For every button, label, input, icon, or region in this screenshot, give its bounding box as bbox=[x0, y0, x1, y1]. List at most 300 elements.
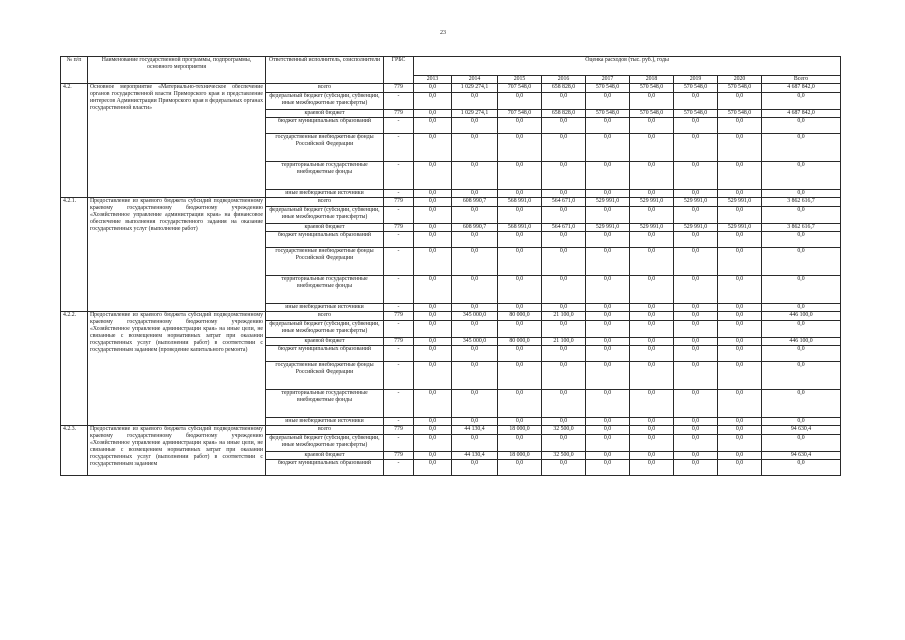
value-year: 0,0 bbox=[414, 304, 452, 312]
value-year: 0,0 bbox=[452, 134, 498, 162]
value-year: 0,0 bbox=[414, 190, 452, 198]
value-year: 0,0 bbox=[674, 435, 718, 452]
value-year: 568 991,0 bbox=[498, 198, 542, 207]
table-row bbox=[61, 198, 841, 207]
value-year: 0,0 bbox=[498, 435, 542, 452]
value-year: 0,0 bbox=[630, 304, 674, 312]
value-year: 0,0 bbox=[674, 248, 718, 276]
funding-source: всего bbox=[266, 426, 384, 435]
value-year: 0,0 bbox=[718, 232, 762, 248]
value-year: 0,0 bbox=[542, 190, 586, 198]
value-year: 0,0 bbox=[674, 338, 718, 346]
value-year: 0,0 bbox=[718, 207, 762, 224]
value-year: 0,0 bbox=[498, 93, 542, 110]
header-estimate: Оценка расходов (тыс. руб.), годы bbox=[414, 57, 841, 76]
value-year: 0,0 bbox=[586, 207, 630, 224]
grbs-code: - bbox=[384, 118, 414, 134]
value-total: 0,0 bbox=[762, 435, 841, 452]
value-year: 0,0 bbox=[718, 162, 762, 190]
value-year: 0,0 bbox=[414, 362, 452, 390]
value-year: 0,0 bbox=[414, 390, 452, 418]
value-year: 529 991,0 bbox=[630, 224, 674, 232]
header-num: № п/п bbox=[61, 57, 88, 84]
value-year: 21 100,0 bbox=[542, 312, 586, 321]
value-year: 707 548,0 bbox=[498, 110, 542, 118]
value-year: 0,0 bbox=[718, 418, 762, 426]
value-year: 658 828,0 bbox=[542, 84, 586, 93]
header-year: 2014 bbox=[452, 76, 498, 84]
value-year: 0,0 bbox=[630, 276, 674, 304]
value-total: 0,0 bbox=[762, 162, 841, 190]
value-year: 0,0 bbox=[586, 321, 630, 338]
value-year: 570 548,0 bbox=[630, 110, 674, 118]
value-year: 529 991,0 bbox=[586, 198, 630, 207]
value-year: 0,0 bbox=[674, 118, 718, 134]
value-year: 0,0 bbox=[542, 418, 586, 426]
value-year: 570 548,0 bbox=[674, 110, 718, 118]
value-total: 94 630,4 bbox=[762, 452, 841, 460]
value-year: 0,0 bbox=[498, 321, 542, 338]
value-year: 0,0 bbox=[542, 162, 586, 190]
item-number: 4.2.2. bbox=[61, 312, 88, 426]
value-year: 0,0 bbox=[674, 346, 718, 362]
value-year: 0,0 bbox=[414, 84, 452, 93]
value-year: 32 500,0 bbox=[542, 426, 586, 435]
value-year: 0,0 bbox=[586, 338, 630, 346]
value-year: 0,0 bbox=[674, 362, 718, 390]
grbs-code: 779 bbox=[384, 312, 414, 321]
value-year: 0,0 bbox=[414, 346, 452, 362]
value-year: 529 991,0 bbox=[674, 198, 718, 207]
grbs-code: 779 bbox=[384, 338, 414, 346]
value-year: 608 990,7 bbox=[452, 224, 498, 232]
value-year: 0,0 bbox=[718, 304, 762, 312]
value-year: 608 990,7 bbox=[452, 198, 498, 207]
value-total: 446 100,0 bbox=[762, 338, 841, 346]
funding-source: федеральный бюджет (субсидии, субвенции, иные межбюджетные трансферты) bbox=[266, 93, 384, 110]
value-total: 0,0 bbox=[762, 134, 841, 162]
value-year: 0,0 bbox=[586, 346, 630, 362]
item-number: 4.2.1. bbox=[61, 198, 88, 312]
grbs-code: - bbox=[384, 460, 414, 476]
table-row bbox=[61, 426, 841, 435]
value-year: 0,0 bbox=[414, 198, 452, 207]
funding-source: бюджет муниципальных образований bbox=[266, 460, 384, 476]
header-year: 2016 bbox=[542, 76, 586, 84]
header-year: 2018 bbox=[630, 76, 674, 84]
grbs-code: 779 bbox=[384, 452, 414, 460]
value-year: 529 991,0 bbox=[718, 224, 762, 232]
value-year: 529 991,0 bbox=[630, 198, 674, 207]
value-year: 0,0 bbox=[498, 390, 542, 418]
value-year: 0,0 bbox=[586, 304, 630, 312]
value-year: 529 991,0 bbox=[586, 224, 630, 232]
header-grbs: ГРБС bbox=[384, 57, 414, 84]
item-name: Основное мероприятие «Материально-техническое обеспечение органов государственной власти Приморского края и представление интересов Администрации Приморского края в федеральных органах государственной власти» bbox=[88, 84, 266, 198]
value-year: 0,0 bbox=[498, 207, 542, 224]
value-year: 0,0 bbox=[452, 118, 498, 134]
value-total: 4 687 842,0 bbox=[762, 110, 841, 118]
value-year: 0,0 bbox=[498, 118, 542, 134]
value-year: 0,0 bbox=[542, 118, 586, 134]
value-year: 345 000,0 bbox=[452, 312, 498, 321]
header-row bbox=[61, 57, 841, 76]
value-year: 0,0 bbox=[414, 207, 452, 224]
value-year: 564 671,0 bbox=[542, 198, 586, 207]
value-year: 0,0 bbox=[542, 232, 586, 248]
funding-source: всего bbox=[266, 312, 384, 321]
funding-source: краевой бюджет bbox=[266, 224, 384, 232]
value-year: 0,0 bbox=[452, 418, 498, 426]
value-year: 0,0 bbox=[630, 118, 674, 134]
value-year: 0,0 bbox=[498, 190, 542, 198]
value-year: 0,0 bbox=[630, 435, 674, 452]
value-year: 0,0 bbox=[542, 134, 586, 162]
table-row bbox=[61, 312, 841, 321]
value-year: 0,0 bbox=[674, 207, 718, 224]
value-total: 0,0 bbox=[762, 248, 841, 276]
value-year: 0,0 bbox=[586, 118, 630, 134]
value-year: 570 548,0 bbox=[586, 84, 630, 93]
value-year: 0,0 bbox=[630, 93, 674, 110]
value-year: 0,0 bbox=[718, 93, 762, 110]
value-year: 0,0 bbox=[452, 93, 498, 110]
funding-source: краевой бюджет bbox=[266, 452, 384, 460]
funding-source: краевой бюджет bbox=[266, 338, 384, 346]
value-year: 0,0 bbox=[674, 390, 718, 418]
grbs-code: - bbox=[384, 390, 414, 418]
value-year: 0,0 bbox=[630, 346, 674, 362]
value-year: 0,0 bbox=[586, 248, 630, 276]
value-year: 0,0 bbox=[498, 248, 542, 276]
value-year: 0,0 bbox=[674, 190, 718, 198]
header-year: 2020 bbox=[718, 76, 762, 84]
value-year: 0,0 bbox=[674, 134, 718, 162]
grbs-code: - bbox=[384, 134, 414, 162]
value-year: 0,0 bbox=[630, 362, 674, 390]
funding-source: иные внебюджетные источники bbox=[266, 304, 384, 312]
value-year: 0,0 bbox=[542, 460, 586, 476]
grbs-code: - bbox=[384, 276, 414, 304]
value-year: 0,0 bbox=[498, 232, 542, 248]
value-year: 570 548,0 bbox=[586, 110, 630, 118]
grbs-code: 779 bbox=[384, 224, 414, 232]
value-year: 0,0 bbox=[414, 435, 452, 452]
table-row bbox=[61, 84, 841, 93]
value-year: 0,0 bbox=[414, 312, 452, 321]
value-year: 1 029 274,1 bbox=[452, 84, 498, 93]
value-year: 0,0 bbox=[414, 110, 452, 118]
item-name: Предоставление из краевого бюджета субсидий подведомственному краевому государственному бюджетному учреждению «Хозяйственное управление администрации края» на иные цели, не связанные с возмещением нормативных затрат при оказании государственных услуг (выполнении работ) в соответствии с государственным заданием bbox=[88, 426, 266, 476]
value-year: 0,0 bbox=[542, 93, 586, 110]
grbs-code: - bbox=[384, 190, 414, 198]
value-year: 0,0 bbox=[414, 232, 452, 248]
value-total: 0,0 bbox=[762, 321, 841, 338]
page-number: 23 bbox=[440, 30, 446, 36]
value-year: 0,0 bbox=[498, 134, 542, 162]
funding-source: территориальные государственные внебюджетные фонды bbox=[266, 162, 384, 190]
funding-source: федеральный бюджет (субсидии, субвенции, иные межбюджетные трансферты) bbox=[266, 207, 384, 224]
value-year: 0,0 bbox=[414, 338, 452, 346]
value-year: 0,0 bbox=[452, 232, 498, 248]
header-executor: Ответственный исполнитель, соисполнители bbox=[266, 57, 384, 84]
value-year: 21 100,0 bbox=[542, 338, 586, 346]
value-year: 0,0 bbox=[718, 452, 762, 460]
table-body bbox=[61, 84, 841, 476]
value-year: 0,0 bbox=[452, 460, 498, 476]
value-year: 0,0 bbox=[452, 162, 498, 190]
value-year: 658 828,0 bbox=[542, 110, 586, 118]
value-year: 0,0 bbox=[586, 134, 630, 162]
value-year: 0,0 bbox=[630, 460, 674, 476]
value-year: 0,0 bbox=[718, 435, 762, 452]
value-year: 0,0 bbox=[718, 276, 762, 304]
value-year: 32 500,0 bbox=[542, 452, 586, 460]
value-year: 0,0 bbox=[498, 362, 542, 390]
value-year: 0,0 bbox=[674, 304, 718, 312]
funding-source: территориальные государственные внебюджетные фонды bbox=[266, 276, 384, 304]
value-year: 570 548,0 bbox=[674, 84, 718, 93]
grbs-code: - bbox=[384, 207, 414, 224]
item-name: Предоставление из краевого бюджета субсидий подведомственному краевому государственному бюджетному учреждению «Хозяйственное управление администрации края» на финансовое обеспечение выполнения государственного задания на оказание государственных услуг (выполнение работ) bbox=[88, 198, 266, 312]
value-total: 0,0 bbox=[762, 276, 841, 304]
grbs-code: - bbox=[384, 346, 414, 362]
value-year: 0,0 bbox=[586, 162, 630, 190]
value-year: 0,0 bbox=[586, 190, 630, 198]
grbs-code: 779 bbox=[384, 84, 414, 93]
value-year: 529 991,0 bbox=[718, 198, 762, 207]
funding-source: бюджет муниципальных образований bbox=[266, 118, 384, 134]
grbs-code: - bbox=[384, 435, 414, 452]
value-year: 0,0 bbox=[542, 207, 586, 224]
value-total: 0,0 bbox=[762, 190, 841, 198]
value-year: 0,0 bbox=[630, 232, 674, 248]
value-year: 0,0 bbox=[414, 93, 452, 110]
value-year: 0,0 bbox=[674, 418, 718, 426]
grbs-code: - bbox=[384, 418, 414, 426]
grbs-code: - bbox=[384, 321, 414, 338]
value-year: 0,0 bbox=[586, 390, 630, 418]
value-year: 0,0 bbox=[630, 390, 674, 418]
value-year: 0,0 bbox=[414, 248, 452, 276]
value-year: 0,0 bbox=[674, 321, 718, 338]
value-year: 0,0 bbox=[542, 362, 586, 390]
value-year: 0,0 bbox=[498, 346, 542, 362]
value-year: 0,0 bbox=[542, 304, 586, 312]
header-year: 2013 bbox=[414, 76, 452, 84]
value-year: 0,0 bbox=[452, 321, 498, 338]
value-year: 0,0 bbox=[718, 346, 762, 362]
header-year: 2015 bbox=[498, 76, 542, 84]
value-year: 0,0 bbox=[718, 134, 762, 162]
value-year: 0,0 bbox=[542, 248, 586, 276]
header-year: 2017 bbox=[586, 76, 630, 84]
value-year: 0,0 bbox=[542, 346, 586, 362]
value-total: 0,0 bbox=[762, 390, 841, 418]
value-year: 0,0 bbox=[718, 118, 762, 134]
grbs-code: - bbox=[384, 248, 414, 276]
value-year: 0,0 bbox=[630, 418, 674, 426]
value-year: 0,0 bbox=[674, 312, 718, 321]
grbs-code: - bbox=[384, 162, 414, 190]
value-year: 0,0 bbox=[498, 418, 542, 426]
value-year: 0,0 bbox=[630, 190, 674, 198]
funding-source: краевой бюджет bbox=[266, 110, 384, 118]
grbs-code: 779 bbox=[384, 426, 414, 435]
value-year: 0,0 bbox=[718, 190, 762, 198]
grbs-code: - bbox=[384, 362, 414, 390]
value-total: 0,0 bbox=[762, 362, 841, 390]
header-year: 2019 bbox=[674, 76, 718, 84]
value-year: 570 548,0 bbox=[718, 84, 762, 93]
funding-source: бюджет муниципальных образований bbox=[266, 232, 384, 248]
value-year: 0,0 bbox=[414, 162, 452, 190]
value-year: 0,0 bbox=[674, 162, 718, 190]
value-total: 0,0 bbox=[762, 232, 841, 248]
value-year: 0,0 bbox=[630, 248, 674, 276]
value-year: 0,0 bbox=[414, 426, 452, 435]
value-year: 0,0 bbox=[498, 162, 542, 190]
value-year: 0,0 bbox=[452, 390, 498, 418]
value-year: 0,0 bbox=[586, 418, 630, 426]
value-year: 0,0 bbox=[630, 312, 674, 321]
value-year: 0,0 bbox=[498, 276, 542, 304]
value-year: 707 548,0 bbox=[498, 84, 542, 93]
value-year: 0,0 bbox=[586, 435, 630, 452]
value-year: 0,0 bbox=[414, 134, 452, 162]
value-year: 0,0 bbox=[630, 338, 674, 346]
item-name: Предоставление из краевого бюджета субсидий подведомственному краевому государственному бюджетному учреждению «Хозяйственное управление администрации края» на иные цели, не связанные с возмещением нормативных затрат при оказании государственных услуг (выполнении работ) в соответствии с государственным заданием (проведение капитального ремонта) bbox=[88, 312, 266, 426]
value-year: 0,0 bbox=[674, 232, 718, 248]
funding-source: территориальные государственные внебюджетные фонды bbox=[266, 390, 384, 418]
funding-source: федеральный бюджет (субсидии, субвенции, иные межбюджетные трансферты) bbox=[266, 321, 384, 338]
value-year: 0,0 bbox=[674, 93, 718, 110]
item-number: 4.2. bbox=[61, 84, 88, 198]
value-year: 0,0 bbox=[586, 452, 630, 460]
value-year: 345 000,0 bbox=[452, 338, 498, 346]
value-year: 0,0 bbox=[718, 426, 762, 435]
value-year: 0,0 bbox=[586, 460, 630, 476]
value-year: 0,0 bbox=[674, 426, 718, 435]
value-year: 0,0 bbox=[452, 435, 498, 452]
value-year: 80 000,0 bbox=[498, 338, 542, 346]
value-year: 0,0 bbox=[414, 276, 452, 304]
funding-source: государственные внебюджетные фонды Российской Федерации bbox=[266, 134, 384, 162]
value-year: 0,0 bbox=[718, 248, 762, 276]
value-total: 446 100,0 bbox=[762, 312, 841, 321]
grbs-code: - bbox=[384, 232, 414, 248]
value-year: 0,0 bbox=[452, 362, 498, 390]
value-total: 0,0 bbox=[762, 418, 841, 426]
value-year: 0,0 bbox=[414, 418, 452, 426]
value-year: 0,0 bbox=[414, 452, 452, 460]
value-year: 0,0 bbox=[630, 207, 674, 224]
value-total: 0,0 bbox=[762, 304, 841, 312]
value-year: 0,0 bbox=[452, 276, 498, 304]
value-year: 0,0 bbox=[586, 312, 630, 321]
value-year: 0,0 bbox=[414, 321, 452, 338]
value-year: 0,0 bbox=[674, 276, 718, 304]
value-year: 0,0 bbox=[414, 118, 452, 134]
value-year: 0,0 bbox=[452, 304, 498, 312]
value-total: 4 687 842,0 bbox=[762, 84, 841, 93]
value-total: 3 862 616,7 bbox=[762, 198, 841, 207]
value-total: 0,0 bbox=[762, 346, 841, 362]
value-year: 0,0 bbox=[718, 390, 762, 418]
value-year: 18 000,0 bbox=[498, 452, 542, 460]
funding-source: федеральный бюджет (субсидии, субвенции, иные межбюджетные трансферты) bbox=[266, 435, 384, 452]
expenditure-table bbox=[60, 56, 841, 476]
value-year: 0,0 bbox=[586, 276, 630, 304]
grbs-code: 779 bbox=[384, 110, 414, 118]
grbs-code: 779 bbox=[384, 198, 414, 207]
funding-source: иные внебюджетные источники bbox=[266, 190, 384, 198]
value-total: 0,0 bbox=[762, 118, 841, 134]
value-year: 0,0 bbox=[586, 93, 630, 110]
value-year: 0,0 bbox=[586, 362, 630, 390]
funding-source: иные внебюджетные источники bbox=[266, 418, 384, 426]
value-year: 0,0 bbox=[542, 321, 586, 338]
value-year: 529 991,0 bbox=[674, 224, 718, 232]
value-year: 0,0 bbox=[718, 312, 762, 321]
item-number: 4.2.3. bbox=[61, 426, 88, 476]
funding-source: всего bbox=[266, 198, 384, 207]
value-year: 0,0 bbox=[498, 304, 542, 312]
value-total: 0,0 bbox=[762, 207, 841, 224]
value-year: 0,0 bbox=[414, 224, 452, 232]
value-year: 0,0 bbox=[718, 460, 762, 476]
value-year: 0,0 bbox=[674, 452, 718, 460]
value-year: 1 029 274,1 bbox=[452, 110, 498, 118]
grbs-code: - bbox=[384, 304, 414, 312]
value-year: 0,0 bbox=[586, 426, 630, 435]
value-year: 0,0 bbox=[452, 207, 498, 224]
value-year: 0,0 bbox=[498, 460, 542, 476]
value-total: 0,0 bbox=[762, 460, 841, 476]
value-year: 0,0 bbox=[630, 162, 674, 190]
value-year: 0,0 bbox=[674, 460, 718, 476]
value-year: 570 548,0 bbox=[630, 84, 674, 93]
value-year: 0,0 bbox=[630, 134, 674, 162]
header-name: Наименование государственной программы, подпрограммы, основного мероприятия bbox=[88, 57, 266, 84]
value-year: 80 000,0 bbox=[498, 312, 542, 321]
value-year: 0,0 bbox=[718, 362, 762, 390]
value-year: 44 130,4 bbox=[452, 426, 498, 435]
value-year: 0,0 bbox=[630, 321, 674, 338]
funding-source: государственные внебюджетные фонды Российской Федерации bbox=[266, 362, 384, 390]
grbs-code: - bbox=[384, 93, 414, 110]
value-year: 0,0 bbox=[542, 435, 586, 452]
value-total: 94 630,4 bbox=[762, 426, 841, 435]
value-year: 568 991,0 bbox=[498, 224, 542, 232]
value-year: 0,0 bbox=[542, 390, 586, 418]
value-total: 3 862 616,7 bbox=[762, 224, 841, 232]
value-year: 18 000,0 bbox=[498, 426, 542, 435]
value-year: 0,0 bbox=[452, 248, 498, 276]
value-year: 0,0 bbox=[452, 346, 498, 362]
header-year: Всего bbox=[762, 76, 841, 84]
value-year: 0,0 bbox=[718, 321, 762, 338]
value-year: 44 130,4 bbox=[452, 452, 498, 460]
value-year: 0,0 bbox=[718, 338, 762, 346]
value-year: 564 671,0 bbox=[542, 224, 586, 232]
funding-source: всего bbox=[266, 84, 384, 93]
value-year: 570 548,0 bbox=[718, 110, 762, 118]
value-year: 0,0 bbox=[586, 232, 630, 248]
funding-source: бюджет муниципальных образований bbox=[266, 346, 384, 362]
value-total: 0,0 bbox=[762, 93, 841, 110]
value-year: 0,0 bbox=[542, 276, 586, 304]
